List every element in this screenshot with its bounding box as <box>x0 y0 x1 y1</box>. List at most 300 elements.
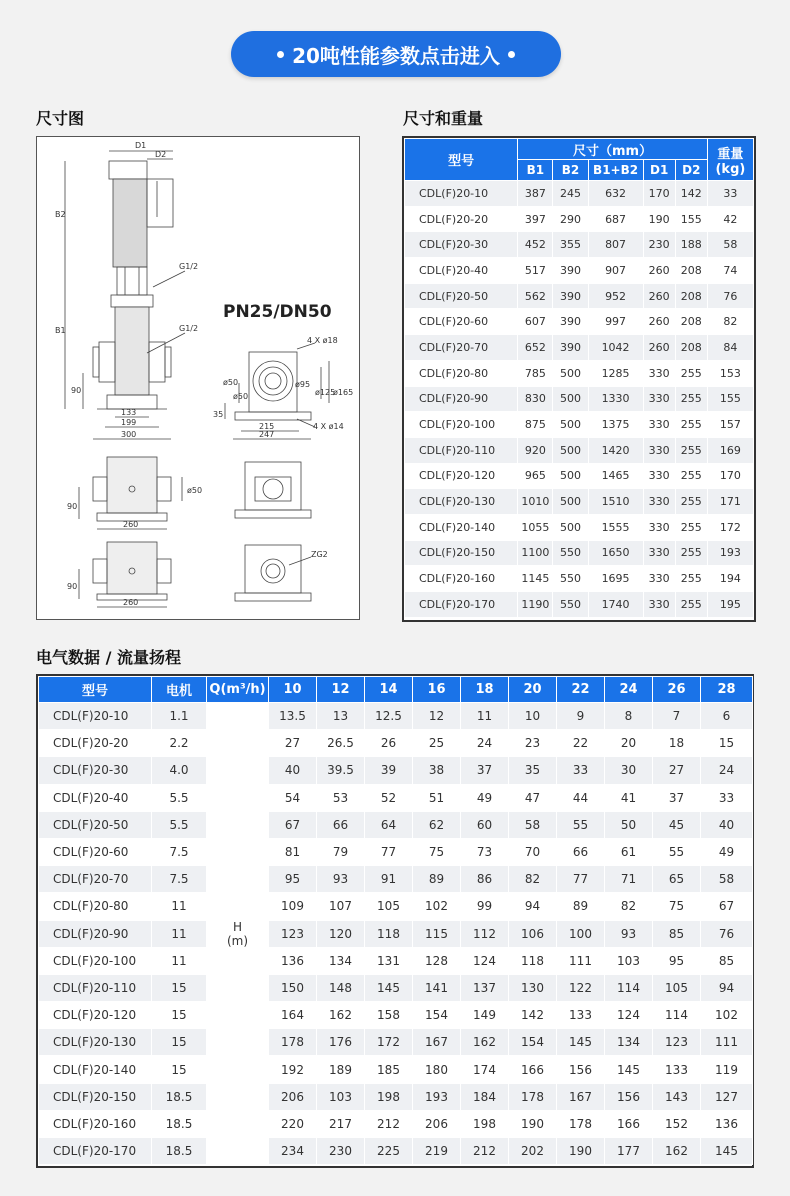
value-cell: 330 <box>643 566 675 592</box>
head-cell: 24 <box>461 730 509 757</box>
motor-cell: 18.5 <box>152 1083 207 1110</box>
dim-g2: G1/2 <box>179 324 199 333</box>
electrical-flow-table <box>38 676 753 1165</box>
header-flow: 12 <box>317 677 365 703</box>
table-row <box>39 703 753 730</box>
header-model: 型号 <box>405 139 518 181</box>
table-row <box>405 206 754 232</box>
head-cell: 51 <box>413 784 461 811</box>
head-cell: 40 <box>269 757 317 784</box>
head-cell: 102 <box>413 893 461 920</box>
head-cell: 95 <box>653 947 701 974</box>
value-cell: 1420 <box>588 437 643 463</box>
head-cell: 145 <box>557 1029 605 1056</box>
value-cell: 517 <box>518 258 553 284</box>
value-cell: 155 <box>675 206 707 232</box>
value-cell: 397 <box>518 206 553 232</box>
head-cell: 145 <box>605 1056 653 1083</box>
value-cell: 58 <box>707 232 753 258</box>
value-cell: 500 <box>553 360 588 386</box>
head-cell: 8 <box>605 703 653 730</box>
dim-g1: G1/2 <box>179 262 199 271</box>
head-cell: 149 <box>461 1002 509 1029</box>
head-cell: 22 <box>557 730 605 757</box>
head-cell: 82 <box>509 866 557 893</box>
head-cell: 190 <box>557 1138 605 1165</box>
dot-icon <box>277 51 284 58</box>
table-row <box>405 514 754 540</box>
header-b1: B1 <box>518 160 553 181</box>
header-weight <box>707 139 753 181</box>
head-cell: 26 <box>365 730 413 757</box>
value-cell: 260 <box>643 258 675 284</box>
value-cell: 652 <box>518 335 553 361</box>
value-cell: 255 <box>675 386 707 412</box>
dim-w215: 215 <box>259 422 275 431</box>
table-row <box>405 181 754 207</box>
head-cell: 176 <box>317 1029 365 1056</box>
model-cell: CDL(F)20-70 <box>39 866 152 893</box>
header-q: Q(m³/h) <box>207 677 269 703</box>
value-cell: 255 <box>675 489 707 515</box>
head-cell: 67 <box>701 893 753 920</box>
header-b1b2: B1+B2 <box>588 160 643 181</box>
head-cell: 100 <box>557 920 605 947</box>
value-cell: 171 <box>707 489 753 515</box>
head-cell: 174 <box>461 1056 509 1083</box>
head-cell: 82 <box>605 893 653 920</box>
head-cell: 206 <box>413 1110 461 1137</box>
head-cell: 164 <box>269 1002 317 1029</box>
head-cell: 38 <box>413 757 461 784</box>
value-cell: 290 <box>553 206 588 232</box>
elec-section-title: 电气数据 / 流量扬程 <box>36 648 181 667</box>
head-cell: 11 <box>461 703 509 730</box>
model-cell: CDL(F)20-100 <box>405 412 518 438</box>
head-cell: 10 <box>509 703 557 730</box>
value-cell: 260 <box>643 309 675 335</box>
head-cell: 219 <box>413 1138 461 1165</box>
dim-h90b: 90 <box>67 502 78 511</box>
model-cell: CDL(F)20-100 <box>39 947 152 974</box>
head-cell: 137 <box>461 974 509 1001</box>
head-cell: 75 <box>653 893 701 920</box>
value-cell: 1042 <box>588 335 643 361</box>
dim-holes18: 4 X ø18 <box>307 336 338 345</box>
head-cell: 162 <box>317 1002 365 1029</box>
value-cell: 330 <box>643 592 675 618</box>
dot-icon <box>508 51 515 58</box>
value-cell: 687 <box>588 206 643 232</box>
dim-w260a: 260 <box>123 520 139 529</box>
value-cell: 997 <box>588 309 643 335</box>
head-cell: 20 <box>605 730 653 757</box>
head-cell: 71 <box>605 866 653 893</box>
head-cell: 66 <box>557 838 605 865</box>
pump-drawing-svg <box>37 137 359 619</box>
head-cell: 12.5 <box>365 703 413 730</box>
value-cell: 330 <box>643 540 675 566</box>
model-cell: CDL(F)20-150 <box>405 540 518 566</box>
head-cell: 143 <box>653 1083 701 1110</box>
head-cell: 27 <box>653 757 701 784</box>
value-cell: 188 <box>675 232 707 258</box>
header-d1: D1 <box>643 160 675 181</box>
head-cell: 123 <box>269 920 317 947</box>
head-cell: 23 <box>509 730 557 757</box>
model-cell: CDL(F)20-140 <box>405 514 518 540</box>
head-cell: 134 <box>317 947 365 974</box>
header-motor: 电机 <box>152 677 207 703</box>
motor-cell: 7.5 <box>152 838 207 865</box>
head-cell: 120 <box>317 920 365 947</box>
value-cell: 632 <box>588 181 643 207</box>
head-cell: 127 <box>701 1083 753 1110</box>
value-cell: 355 <box>553 232 588 258</box>
header-d2: D2 <box>675 160 707 181</box>
head-cell: 54 <box>269 784 317 811</box>
head-cell: 39.5 <box>317 757 365 784</box>
value-cell: 76 <box>707 283 753 309</box>
table-row <box>405 258 754 284</box>
model-cell: CDL(F)20-40 <box>405 258 518 284</box>
model-cell: CDL(F)20-20 <box>405 206 518 232</box>
motor-cell: 15 <box>152 1029 207 1056</box>
motor-cell: 18.5 <box>152 1138 207 1165</box>
head-cell: 94 <box>701 974 753 1001</box>
head-cell: 50 <box>605 811 653 838</box>
value-cell: 170 <box>643 181 675 207</box>
motor-cell: 15 <box>152 1002 207 1029</box>
value-cell: 142 <box>675 181 707 207</box>
head-cell: 158 <box>365 1002 413 1029</box>
value-cell: 255 <box>675 360 707 386</box>
head-cell: 156 <box>557 1056 605 1083</box>
value-cell: 952 <box>588 283 643 309</box>
head-cell: 217 <box>317 1110 365 1137</box>
head-cell: 198 <box>365 1083 413 1110</box>
header-flow: 10 <box>269 677 317 703</box>
head-cell: 156 <box>605 1083 653 1110</box>
head-cell: 177 <box>605 1138 653 1165</box>
value-cell: 500 <box>553 437 588 463</box>
head-cell: 154 <box>509 1029 557 1056</box>
value-cell: 330 <box>643 437 675 463</box>
value-cell: 260 <box>643 335 675 361</box>
table-row <box>39 1029 753 1056</box>
head-cell: 114 <box>653 1002 701 1029</box>
dim-h90a: 90 <box>71 386 82 395</box>
dimension-drawing <box>36 136 360 620</box>
head-cell: 150 <box>269 974 317 1001</box>
model-cell: CDL(F)20-120 <box>39 1002 152 1029</box>
table-row <box>405 309 754 335</box>
value-cell: 84 <box>707 335 753 361</box>
head-cell: 190 <box>509 1110 557 1137</box>
table-row <box>39 838 753 865</box>
h-label: H <box>232 919 243 934</box>
head-cell: 109 <box>269 893 317 920</box>
head-cell: 24 <box>701 757 753 784</box>
value-cell: 785 <box>518 360 553 386</box>
head-cell: 123 <box>653 1029 701 1056</box>
table-row <box>405 437 754 463</box>
head-cell: 180 <box>413 1056 461 1083</box>
model-cell: CDL(F)20-110 <box>405 437 518 463</box>
value-cell: 550 <box>553 540 588 566</box>
value-cell: 82 <box>707 309 753 335</box>
head-cell: 184 <box>461 1083 509 1110</box>
value-cell: 1330 <box>588 386 643 412</box>
value-cell: 255 <box>675 592 707 618</box>
head-cell: 65 <box>653 866 701 893</box>
value-cell: 1510 <box>588 489 643 515</box>
head-cell: 94 <box>509 893 557 920</box>
header-b2: B2 <box>553 160 588 181</box>
value-cell: 607 <box>518 309 553 335</box>
model-cell: CDL(F)20-10 <box>39 703 152 730</box>
value-cell: 807 <box>588 232 643 258</box>
head-cell: 49 <box>461 784 509 811</box>
size-weight-table-wrap <box>402 136 756 622</box>
head-cell: 133 <box>653 1056 701 1083</box>
dim-w300: 300 <box>121 430 137 439</box>
motor-cell: 1.1 <box>152 703 207 730</box>
dim-d50b: ø50 <box>233 392 249 401</box>
dim-h35: 35 <box>213 410 224 419</box>
value-cell: 1740 <box>588 592 643 618</box>
head-cell: 49 <box>701 838 753 865</box>
value-cell: 155 <box>707 386 753 412</box>
model-cell: CDL(F)20-160 <box>405 566 518 592</box>
model-cell: CDL(F)20-80 <box>39 893 152 920</box>
table-row <box>39 1056 753 1083</box>
value-cell: 153 <box>707 360 753 386</box>
head-cell: 25 <box>413 730 461 757</box>
h-axis-cell <box>207 703 269 1165</box>
head-cell: 107 <box>317 893 365 920</box>
head-cell: 26.5 <box>317 730 365 757</box>
head-cell: 230 <box>317 1138 365 1165</box>
head-cell: 145 <box>365 974 413 1001</box>
head-cell: 6 <box>701 703 753 730</box>
head-cell: 212 <box>365 1110 413 1137</box>
value-cell: 500 <box>553 386 588 412</box>
head-cell: 111 <box>557 947 605 974</box>
value-cell: 830 <box>518 386 553 412</box>
head-cell: 30 <box>605 757 653 784</box>
head-cell: 115 <box>413 920 461 947</box>
value-cell: 390 <box>553 335 588 361</box>
head-cell: 73 <box>461 838 509 865</box>
head-cell: 167 <box>557 1083 605 1110</box>
model-cell: CDL(F)20-90 <box>405 386 518 412</box>
head-cell: 45 <box>653 811 701 838</box>
drawing-section-title: 尺寸图 <box>36 109 85 128</box>
value-cell: 255 <box>675 540 707 566</box>
header-model: 型号 <box>39 677 152 703</box>
value-cell: 500 <box>553 514 588 540</box>
motor-cell: 2.2 <box>152 730 207 757</box>
head-cell: 81 <box>269 838 317 865</box>
value-cell: 208 <box>675 283 707 309</box>
dim-d125: ø125 <box>315 388 336 397</box>
head-cell: 112 <box>461 920 509 947</box>
table-row <box>405 232 754 258</box>
head-cell: 67 <box>269 811 317 838</box>
head-cell: 124 <box>461 947 509 974</box>
head-cell: 7 <box>653 703 701 730</box>
head-cell: 136 <box>269 947 317 974</box>
size-table-body <box>405 181 754 618</box>
model-cell: CDL(F)20-10 <box>405 181 518 207</box>
model-cell: CDL(F)20-120 <box>405 463 518 489</box>
dim-d1: D1 <box>135 141 147 150</box>
table-row <box>405 283 754 309</box>
head-cell: 79 <box>317 838 365 865</box>
table-row <box>405 566 754 592</box>
head-cell: 55 <box>557 811 605 838</box>
value-cell: 965 <box>518 463 553 489</box>
head-cell: 162 <box>653 1138 701 1165</box>
value-cell: 1285 <box>588 360 643 386</box>
table-row <box>39 730 753 757</box>
value-cell: 500 <box>553 489 588 515</box>
head-cell: 40 <box>701 811 753 838</box>
table-row <box>405 463 754 489</box>
head-cell: 33 <box>701 784 753 811</box>
head-cell: 192 <box>269 1056 317 1083</box>
value-cell: 920 <box>518 437 553 463</box>
head-cell: 66 <box>317 811 365 838</box>
head-cell: 15 <box>701 730 753 757</box>
table-row <box>405 592 754 618</box>
value-cell: 1650 <box>588 540 643 566</box>
value-cell: 330 <box>643 412 675 438</box>
value-cell: 330 <box>643 360 675 386</box>
head-cell: 118 <box>509 947 557 974</box>
dim-d165: ø165 <box>333 388 354 397</box>
size-section-title: 尺寸和重量 <box>403 109 484 128</box>
value-cell: 170 <box>707 463 753 489</box>
value-cell: 500 <box>553 463 588 489</box>
value-cell: 190 <box>643 206 675 232</box>
head-cell: 172 <box>365 1029 413 1056</box>
motor-cell: 11 <box>152 947 207 974</box>
model-cell: CDL(F)20-140 <box>39 1056 152 1083</box>
table-row <box>39 757 753 784</box>
head-cell: 225 <box>365 1138 413 1165</box>
dim-d50a: ø50 <box>223 378 239 387</box>
header-flow: 20 <box>509 677 557 703</box>
model-cell: CDL(F)20-50 <box>405 283 518 309</box>
value-cell: 1145 <box>518 566 553 592</box>
banner-text: 20吨性能参数点击进入 <box>292 43 500 68</box>
model-label: PN25/DN50 <box>223 302 332 322</box>
head-cell: 13 <box>317 703 365 730</box>
value-cell: 194 <box>707 566 753 592</box>
value-cell: 255 <box>675 514 707 540</box>
head-cell: 134 <box>605 1029 653 1056</box>
head-cell: 124 <box>605 1002 653 1029</box>
dim-w199: 199 <box>121 418 137 427</box>
head-cell: 103 <box>605 947 653 974</box>
model-cell: CDL(F)20-30 <box>39 757 152 784</box>
dim-b1: B1 <box>55 326 66 335</box>
value-cell: 907 <box>588 258 643 284</box>
value-cell: 42 <box>707 206 753 232</box>
value-cell: 172 <box>707 514 753 540</box>
model-cell: CDL(F)20-80 <box>405 360 518 386</box>
head-cell: 136 <box>701 1110 753 1137</box>
head-cell: 91 <box>365 866 413 893</box>
model-cell: CDL(F)20-170 <box>39 1138 152 1165</box>
value-cell: 74 <box>707 258 753 284</box>
value-cell: 550 <box>553 566 588 592</box>
model-cell: CDL(F)20-130 <box>39 1029 152 1056</box>
head-cell: 220 <box>269 1110 317 1137</box>
table-row <box>39 1110 753 1137</box>
header-flow: 28 <box>701 677 753 703</box>
elec-table-wrap <box>36 674 754 1168</box>
head-cell: 105 <box>365 893 413 920</box>
table-row <box>405 412 754 438</box>
head-cell: 111 <box>701 1029 753 1056</box>
head-cell: 86 <box>461 866 509 893</box>
value-cell: 330 <box>643 514 675 540</box>
head-cell: 148 <box>317 974 365 1001</box>
head-cell: 52 <box>365 784 413 811</box>
head-cell: 95 <box>269 866 317 893</box>
head-cell: 103 <box>317 1083 365 1110</box>
head-cell: 64 <box>365 811 413 838</box>
head-cell: 76 <box>701 920 753 947</box>
motor-cell: 5.5 <box>152 784 207 811</box>
motor-cell: 11 <box>152 920 207 947</box>
head-cell: 27 <box>269 730 317 757</box>
h-unit: (m) <box>226 933 249 948</box>
head-cell: 44 <box>557 784 605 811</box>
head-cell: 70 <box>509 838 557 865</box>
head-cell: 118 <box>365 920 413 947</box>
performance-link-button[interactable] <box>231 31 561 77</box>
head-cell: 18 <box>653 730 701 757</box>
head-cell: 198 <box>461 1110 509 1137</box>
head-cell: 61 <box>605 838 653 865</box>
head-cell: 93 <box>317 866 365 893</box>
head-cell: 142 <box>509 1002 557 1029</box>
head-cell: 114 <box>605 974 653 1001</box>
model-cell: CDL(F)20-130 <box>405 489 518 515</box>
elec-table-body <box>39 703 753 1165</box>
motor-cell: 7.5 <box>152 866 207 893</box>
head-cell: 99 <box>461 893 509 920</box>
value-cell: 390 <box>553 258 588 284</box>
value-cell: 390 <box>553 309 588 335</box>
head-cell: 77 <box>557 866 605 893</box>
head-cell: 131 <box>365 947 413 974</box>
value-cell: 875 <box>518 412 553 438</box>
table-row <box>39 1138 753 1165</box>
header-flow: 18 <box>461 677 509 703</box>
head-cell: 145 <box>701 1138 753 1165</box>
value-cell: 195 <box>707 592 753 618</box>
head-cell: 62 <box>413 811 461 838</box>
head-cell: 41 <box>605 784 653 811</box>
header-flow: 14 <box>365 677 413 703</box>
value-cell: 260 <box>643 283 675 309</box>
head-cell: 35 <box>509 757 557 784</box>
